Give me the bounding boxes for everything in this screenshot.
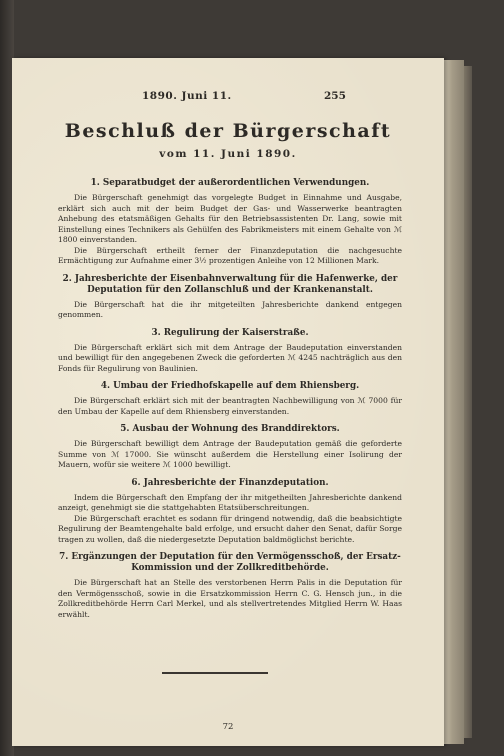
section-1 xyxy=(58,178,402,267)
section-paragraph: Die Bürgerschaft bewilligt dem Antrage der Baudeputation gemäß die geforderte Summe von ℳ 17000. Sie wünscht außerdem die Herstellung einer Isolirung der Mauern, wofür sie weitere ℳ 1000 bewilligt. xyxy=(58,439,402,469)
section-heading: 2. Jahresberichte der Eisenbahnverwaltung für die Hafenwerke, der Deputation für den Zollanschluß und der Krankenanstalt. xyxy=(62,273,398,295)
section-3 xyxy=(58,328,402,375)
section-heading: 5. Ausbau der Wohnung des Branddirektors. xyxy=(120,424,340,434)
closing-rule xyxy=(162,672,268,674)
section-paragraph: Die Bürgerschaft ertheilt ferner der Finanzdeputation die nachgesuchte Ermächtigung zur Aufnahme einer 3½ prozentigen Anleihe von 12 Millionen Mark. xyxy=(58,245,402,265)
section-heading: 3. Regulirung der Kaiserstraße. xyxy=(151,327,309,338)
document-page xyxy=(12,58,444,746)
section-paragraph: Die Bürgerschaft erklärt sich mit der beantragten Nachbewilligung von ℳ 7000 für den Umbau der Kapelle auf dem Rhiensberg einverstanden. xyxy=(58,396,402,416)
section-heading: 4. Umbau der Friedhofskapelle auf dem Rhiensberg. xyxy=(100,381,360,391)
section-5 xyxy=(58,424,402,471)
section-2 xyxy=(58,274,402,321)
document-body xyxy=(58,174,402,620)
footer-number: 72 xyxy=(222,722,234,732)
section-paragraph: Indem die Bürgerschaft den Empfang der ihr mitgetheilten Jahresberichte dankend anzeigt, genehmigt sie die stattgehabten Etatsüberschreitungen. xyxy=(58,492,402,512)
section-4 xyxy=(58,381,402,417)
page-subtitle: vom 11. Juni 1890. xyxy=(159,148,297,160)
section-heading: 6. Jahresberichte der Finanzdeputation. xyxy=(131,477,329,488)
section-7 xyxy=(58,552,402,620)
section-heading: 1. Separatbudget der außerordentlichen Verwendungen. xyxy=(90,178,370,188)
running-head: 1890. Juni 11. xyxy=(142,90,232,102)
section-paragraph: Die Bürgerschaft hat die ihr mitgeteilten Jahresberichte dankend entgegen genommen. xyxy=(58,299,402,319)
section-paragraph: Die Bürgerschaft hat an Stelle des verstorbenen Herrn Palis in die Deputation für den Vermögensschoß, sowie in die Ersatzkommission Herrn C. G. Hensch jun., in die Zollkreditbehörde Herrn Carl Merkel, und als stellvertretendes Mitglied Herrn W. Haas erwählt. xyxy=(58,578,402,619)
section-6 xyxy=(58,478,402,546)
book-page-edge xyxy=(444,60,464,744)
section-heading: 7. Ergänzungen der Deputation für den Vermögensschoß, der Ersatz-Kommission und der Zollkreditbehörde. xyxy=(59,552,401,573)
book-cover-edge xyxy=(464,66,472,738)
page-title: Beschluß der Bürgerschaft xyxy=(64,120,392,142)
section-paragraph: Die Bürgerschaft genehmigt das vorgelegte Budget in Einnahme und Ausgabe, erklärt sich auch mit der beim Budget der Gas- und Wasserwerke beantragten Anhebung des etatsmäßigen Gehalts für den Betriebsassistenten Dr. Lang, sowie mit Einstellung eines Technikers als Gehülfen des Fabrikmeisters mit einem Gehalte von ℳ 1800 einverstanden. xyxy=(58,193,402,244)
section-paragraph: Die Bürgerschaft erklärt sich mit dem Antrage der Baudeputation einverstanden und bewilligt für den angegebenen Zweck die geforderten ℳ 4245 nachträglich aus den Fonds für Regulirung von Baulinien. xyxy=(58,342,402,373)
section-paragraph: Die Bürgerschaft erachtet es sodann für dringend notwendig, daß die beabsichtigte Regulirung der Beamtengehalte bald erfolge, und ersucht daher den Senat, dafür Sorge tragen zu wollen, daß die niedergesetzte Deputation baldmöglichst berichte. xyxy=(58,513,402,544)
page-number: 255 xyxy=(324,90,346,102)
